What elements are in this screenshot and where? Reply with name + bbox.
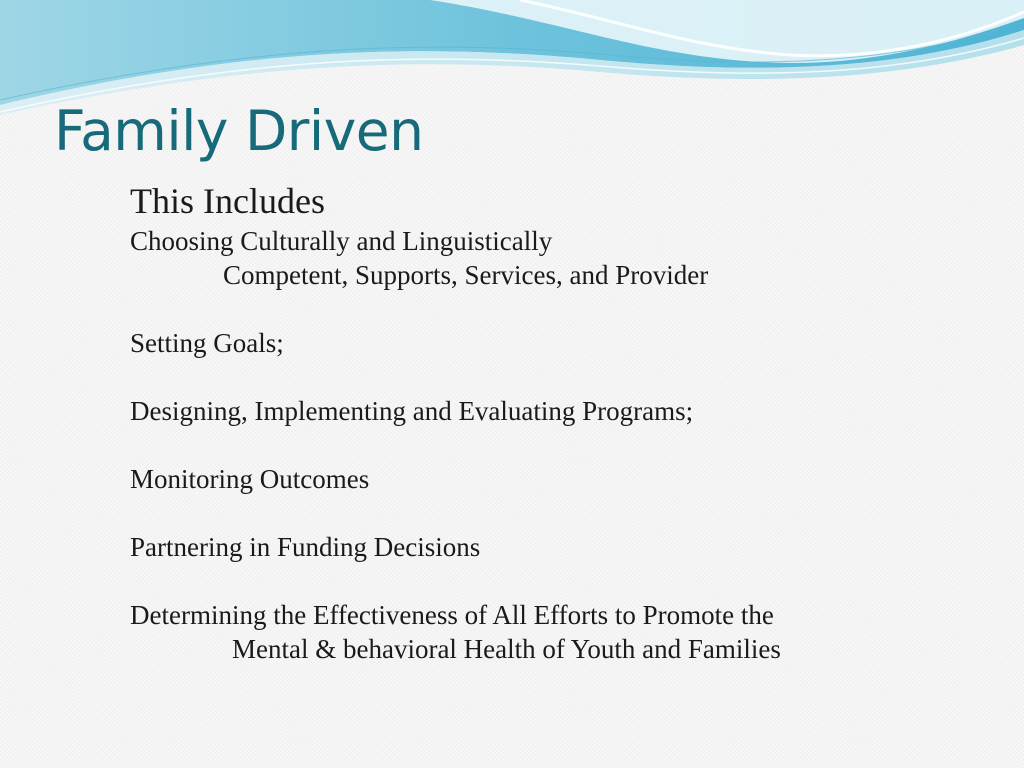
spacer (130, 360, 990, 394)
spacer (130, 428, 990, 462)
spacer (130, 292, 990, 326)
list-item (130, 224, 990, 292)
list-item-line: Designing, Implementing and Evaluating Programs; (130, 396, 694, 426)
list-item-line: Partnering in Funding Decisions (130, 532, 481, 562)
list-item (130, 530, 990, 564)
list-item (130, 598, 990, 666)
list-item (130, 462, 990, 496)
spacer (130, 496, 990, 530)
list-item-line: Setting Goals; (130, 328, 284, 358)
list-item-line-continued: Mental & behavioral Health of Youth and Families (232, 634, 781, 664)
subheading: This Includes (130, 181, 325, 221)
spacer (130, 564, 990, 598)
slide-title: Family Driven (54, 99, 424, 163)
list-item-line-continued: Competent, Supports, Services, and Provider (223, 260, 709, 290)
list-item-line: Monitoring Outcomes (130, 464, 370, 494)
list-item (130, 394, 990, 428)
list-item-line: Determining the Effectiveness of All Efforts to Promote the (130, 600, 774, 630)
slide-content (130, 178, 990, 666)
list-item-line: Choosing Culturally and Linguistically (130, 226, 553, 256)
list-item (130, 326, 990, 360)
